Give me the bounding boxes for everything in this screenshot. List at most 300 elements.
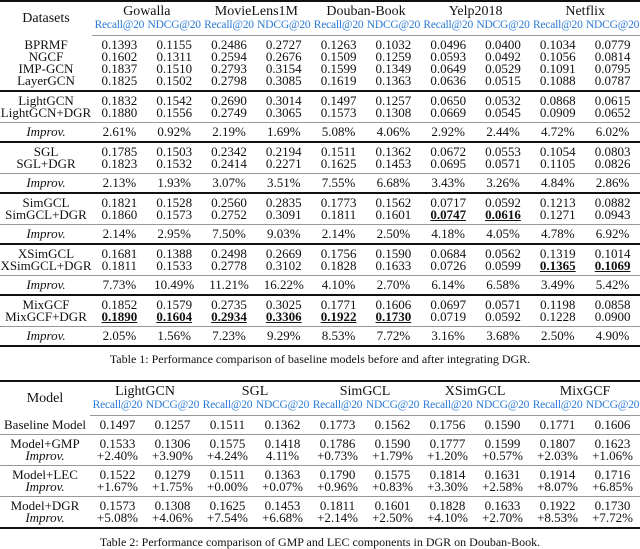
row-label: Improv. xyxy=(0,225,92,245)
value-cell: +1.20% xyxy=(427,448,468,463)
value-cell: 0.1511 xyxy=(209,417,246,432)
value-cell: 0.1532 xyxy=(156,156,193,171)
row-label: SimGCL+DGR xyxy=(5,207,87,222)
value-cell: 0.1777 xyxy=(420,435,475,451)
table-row xyxy=(0,75,640,91)
dataset-header: SimGCL xyxy=(339,384,391,399)
value-cell: 0.0726 xyxy=(430,258,467,273)
value-cell: 0.1716 xyxy=(585,466,640,482)
value-cell: 0.1832 xyxy=(92,91,147,107)
value-cell: 0.2727 xyxy=(265,37,302,52)
value-cell: 0.2735 xyxy=(202,295,257,311)
value-cell: 0.0803 xyxy=(585,142,640,158)
value-cell: 0.1631 xyxy=(475,466,530,482)
table-row xyxy=(0,260,640,276)
value-cell: 0.1056 xyxy=(539,49,576,64)
corner-header: Model xyxy=(26,390,64,406)
value-cell: 0.0795 xyxy=(594,61,631,76)
improvement-row xyxy=(0,225,640,245)
value-cell: 0.1362 xyxy=(264,417,301,432)
value-cell: 0.1279 xyxy=(145,466,200,482)
improvement-cell: 4.78% xyxy=(530,225,585,245)
value-cell: 0.1860 xyxy=(101,207,138,222)
table-row xyxy=(0,481,640,497)
improvement-cell: 4.10% xyxy=(311,276,366,296)
improvement-cell: 6.92% xyxy=(585,225,640,245)
dataset-header: Douban-Book xyxy=(326,4,406,19)
value-cell: 0.2560 xyxy=(202,193,257,209)
improvement-cell: 2.14% xyxy=(311,225,366,245)
value-cell: 0.1511 xyxy=(200,466,255,482)
metric-header: Recall@20 xyxy=(420,399,475,416)
value-cell: 0.0684 xyxy=(421,244,476,260)
value-cell: 0.2486 xyxy=(211,37,247,52)
value-cell: 0.1606 xyxy=(594,417,631,432)
value-cell: 0.2342 xyxy=(202,142,257,158)
value-cell: +2.58% xyxy=(482,479,523,494)
value-cell: 0.1453 xyxy=(255,497,310,513)
value-cell: 0.1054 xyxy=(530,142,585,158)
value-cell: 0.0562 xyxy=(476,244,531,260)
value-cell: +1.06% xyxy=(592,448,634,463)
value-cell: 0.2752 xyxy=(211,207,247,222)
metric-header: Recall@20 xyxy=(200,399,255,416)
value-cell: 0.1837 xyxy=(101,61,138,76)
value-cell: 0.1556 xyxy=(156,105,193,120)
value-cell: 0.1562 xyxy=(374,417,411,432)
value-cell: 0.0571 xyxy=(485,156,521,171)
value-cell: 0.0787 xyxy=(594,73,631,88)
row-label: SGL+DGR xyxy=(16,156,76,171)
table-row xyxy=(0,497,640,513)
value-cell: 0.1681 xyxy=(92,244,147,260)
value-cell: 0.1259 xyxy=(375,49,412,64)
improvement-cell: 5.42% xyxy=(585,276,640,296)
improvement-cell: 3.26% xyxy=(476,174,531,194)
value-cell: 0.1619 xyxy=(320,73,357,88)
value-cell: 0.1606 xyxy=(366,295,421,311)
value-cell: 0.0599 xyxy=(485,258,521,273)
value-cell: 0.1503 xyxy=(147,142,202,158)
value-cell: +0.96% xyxy=(317,479,358,494)
value-cell: +4.06% xyxy=(152,510,193,525)
value-cell: 0.1786 xyxy=(310,435,365,451)
value-cell: 0.2793 xyxy=(211,61,247,76)
value-cell: 0.1263 xyxy=(320,37,357,52)
dataset-header: Gowalla xyxy=(123,4,171,19)
value-cell: 0.1453 xyxy=(375,156,412,171)
metric-header: Recall@20 xyxy=(530,19,585,36)
value-cell: 0.1573 xyxy=(320,105,357,120)
value-cell: 0.1363 xyxy=(255,466,310,482)
table-row xyxy=(0,416,640,435)
improvement-row xyxy=(0,123,640,143)
value-cell xyxy=(530,260,585,276)
value-cell: 0.1088 xyxy=(539,73,576,88)
value-cell: +6.85% xyxy=(592,479,634,494)
row-label: MixGCF+DGR xyxy=(5,309,87,324)
row-label: Model+LEC xyxy=(0,466,90,482)
value-cell: 0.1771 xyxy=(539,417,576,432)
improvement-cell: 2.14% xyxy=(92,225,147,245)
value-cell: 0.0492 xyxy=(485,49,521,64)
value-cell: 0.0532 xyxy=(476,91,531,107)
value-cell: +0.83% xyxy=(372,479,413,494)
row-label: LightGCN xyxy=(0,91,92,107)
metric-header: Recall@20 xyxy=(202,19,257,36)
best-value: 0.1890 xyxy=(101,309,138,324)
improvement-cell: 3.68% xyxy=(476,327,531,347)
improvement-cell: 3.07% xyxy=(202,174,257,194)
value-cell: 0.1756 xyxy=(311,244,366,260)
improvement-cell: 10.49% xyxy=(147,276,202,296)
value-cell: 0.1828 xyxy=(320,258,357,273)
value-cell: +0.73% xyxy=(317,448,358,463)
value-cell: 0.0652 xyxy=(594,105,631,120)
value-cell: +7.54% xyxy=(207,510,248,525)
value-cell: 0.1590 xyxy=(365,435,420,451)
value-cell: 0.1014 xyxy=(585,244,640,260)
improvement-cell: 1.56% xyxy=(147,327,202,347)
table-row xyxy=(0,311,640,327)
improvement-cell: 3.51% xyxy=(256,174,311,194)
metric-header: NDCG@20 xyxy=(255,399,310,416)
value-cell: 0.2690 xyxy=(202,91,257,107)
value-cell: 0.1575 xyxy=(200,435,255,451)
improvement-cell: 2.70% xyxy=(366,276,421,296)
value-cell: 0.1257 xyxy=(366,91,421,107)
value-cell: 0.0545 xyxy=(485,105,521,120)
metric-header: Recall@20 xyxy=(530,399,585,416)
metric-header: NDCG@20 xyxy=(365,399,420,416)
value-cell: 0.1785 xyxy=(92,142,147,158)
improvement-row xyxy=(0,174,640,194)
value-cell: 0.1155 xyxy=(156,37,192,52)
value-cell: 0.1562 xyxy=(366,193,421,209)
value-cell: 0.1319 xyxy=(530,244,585,260)
value-cell: 0.1601 xyxy=(375,207,412,222)
value-cell: 0.0814 xyxy=(594,49,631,64)
value-cell: +2.14% xyxy=(317,510,358,525)
value-cell: 0.2749 xyxy=(211,105,247,120)
value-cell: 0.1349 xyxy=(375,61,412,76)
row-label: IMP-GCN xyxy=(18,61,74,76)
table-row xyxy=(0,107,640,123)
value-cell: 0.0909 xyxy=(539,105,576,120)
value-cell: 4.11% xyxy=(265,448,300,463)
improvement-cell: 0.92% xyxy=(147,123,202,143)
metric-header: NDCG@20 xyxy=(476,19,531,36)
value-cell: +2.70% xyxy=(482,510,523,525)
best-value: 0.1604 xyxy=(156,309,193,324)
value-cell: 0.0717 xyxy=(421,193,476,209)
value-cell: 0.1602 xyxy=(101,49,138,64)
improvement-cell: 2.92% xyxy=(421,123,476,143)
value-cell: +8.07% xyxy=(537,479,578,494)
value-cell: 0.0636 xyxy=(430,73,467,88)
value-cell: +3.30% xyxy=(427,479,468,494)
value-cell xyxy=(311,311,366,327)
value-cell: 0.3025 xyxy=(256,295,311,311)
improvement-cell: 6.58% xyxy=(476,276,531,296)
improvement-cell: 7.55% xyxy=(311,174,366,194)
value-cell: 0.1511 xyxy=(311,142,366,158)
row-label: Improv. xyxy=(25,479,65,494)
value-cell: 0.0943 xyxy=(594,207,631,222)
improvement-cell: 7.73% xyxy=(92,276,147,296)
improvement-cell: 5.08% xyxy=(311,123,366,143)
value-cell: 0.3102 xyxy=(265,258,302,273)
table-row xyxy=(0,512,640,528)
row-label: Improv. xyxy=(25,510,65,525)
value-cell: +0.00% xyxy=(207,479,248,494)
value-cell: 0.1257 xyxy=(154,417,191,432)
metric-header: NDCG@20 xyxy=(147,19,202,36)
best-value: 0.1069 xyxy=(594,258,631,273)
improvement-cell: 7.72% xyxy=(366,327,421,347)
value-cell xyxy=(476,209,531,225)
value-cell: +8.53% xyxy=(537,510,578,525)
value-cell: 0.0496 xyxy=(430,37,467,52)
value-cell: 0.1105 xyxy=(540,156,576,171)
value-cell: 0.1814 xyxy=(420,466,475,482)
improvement-cell: 7.23% xyxy=(202,327,257,347)
value-cell: 0.0695 xyxy=(430,156,467,171)
row-label: Improv. xyxy=(0,327,92,347)
metric-header: NDCG@20 xyxy=(475,399,530,416)
value-cell: 0.1771 xyxy=(311,295,366,311)
row-label: LayerGCN xyxy=(17,73,75,88)
value-cell: 0.1773 xyxy=(319,417,356,432)
row-label: Improv. xyxy=(0,123,92,143)
value-cell: 0.0697 xyxy=(421,295,476,311)
value-cell: 0.1623 xyxy=(585,435,640,451)
value-cell: 0.2594 xyxy=(211,49,247,64)
row-label: XSimGCL+DGR xyxy=(0,258,92,273)
improvement-cell: 2.44% xyxy=(476,123,531,143)
value-cell: 0.1311 xyxy=(156,49,192,64)
value-cell: 0.1393 xyxy=(101,37,138,52)
value-cell: 0.0553 xyxy=(476,142,531,158)
value-cell: +4.10% xyxy=(427,510,468,525)
value-cell: 0.0650 xyxy=(421,91,476,107)
value-cell: 0.1528 xyxy=(147,193,202,209)
value-cell: 0.1590 xyxy=(484,417,521,432)
improvement-cell: 1.69% xyxy=(256,123,311,143)
metric-header: NDCG@20 xyxy=(145,399,200,416)
value-cell: 0.1625 xyxy=(200,497,255,513)
improvement-cell: 9.29% xyxy=(256,327,311,347)
value-cell: 0.1880 xyxy=(101,105,138,120)
improvement-cell: 6.68% xyxy=(366,174,421,194)
value-cell: 0.1811 xyxy=(310,497,365,513)
table-2-component-ablation xyxy=(0,380,640,529)
value-cell: 0.1825 xyxy=(101,73,138,88)
value-cell: 0.1633 xyxy=(475,497,530,513)
metric-header: NDCG@20 xyxy=(585,399,640,416)
improvement-cell: 6.14% xyxy=(421,276,476,296)
value-cell: 0.3065 xyxy=(265,105,302,120)
value-cell: 0.1633 xyxy=(375,258,412,273)
best-value: 0.0616 xyxy=(485,207,521,222)
improvement-cell: 2.05% xyxy=(92,327,147,347)
improvement-cell: 2.61% xyxy=(92,123,147,143)
improvement-cell: 2.50% xyxy=(530,327,585,347)
value-cell: +4.24% xyxy=(207,448,248,463)
value-cell xyxy=(366,311,421,327)
value-cell: 0.0529 xyxy=(485,61,521,76)
value-cell: 0.1362 xyxy=(366,142,421,158)
dataset-header: XSimGCL xyxy=(444,384,506,399)
improvement-cell: 8.53% xyxy=(311,327,366,347)
value-cell: 0.0779 xyxy=(594,37,631,52)
value-cell: 0.1823 xyxy=(101,156,138,171)
value-cell: 0.0515 xyxy=(485,73,521,88)
value-cell: 0.1811 xyxy=(320,207,357,222)
value-cell: 0.1730 xyxy=(585,497,640,513)
value-cell: 0.0882 xyxy=(585,193,640,209)
value-cell: 0.1542 xyxy=(147,91,202,107)
value-cell: 0.0615 xyxy=(585,91,640,107)
value-cell: +7.72% xyxy=(592,510,634,525)
value-cell: 0.1575 xyxy=(365,466,420,482)
improvement-cell: 2.13% xyxy=(92,174,147,194)
value-cell xyxy=(92,311,147,327)
best-value: 0.2934 xyxy=(211,309,247,324)
value-cell: 0.1271 xyxy=(539,207,576,222)
improvement-cell: 4.05% xyxy=(476,225,531,245)
value-cell: +2.03% xyxy=(537,448,578,463)
dataset-header: Yelp2018 xyxy=(448,4,503,19)
value-cell: 0.1522 xyxy=(90,466,145,482)
best-value: 0.1922 xyxy=(320,309,357,324)
value-cell: 0.1388 xyxy=(147,244,202,260)
row-label: Improv. xyxy=(0,276,92,296)
value-cell xyxy=(585,260,640,276)
value-cell: 0.3154 xyxy=(265,61,302,76)
improvement-cell: 3.43% xyxy=(421,174,476,194)
best-value: 0.1730 xyxy=(375,309,412,324)
improvement-cell: 16.22% xyxy=(256,276,311,296)
value-cell: +2.50% xyxy=(372,510,413,525)
value-cell: 0.0649 xyxy=(430,61,467,76)
row-label: Improv. xyxy=(25,448,65,463)
value-cell: 0.1091 xyxy=(539,61,576,76)
metric-header: NDCG@20 xyxy=(256,19,311,36)
value-cell: 0.1601 xyxy=(365,497,420,513)
dataset-header: MovieLens1M xyxy=(214,4,298,19)
improvement-cell: 4.84% xyxy=(530,174,585,194)
metric-header: Recall@20 xyxy=(92,19,147,36)
value-cell: 0.0858 xyxy=(585,295,640,311)
value-cell: 0.1852 xyxy=(92,295,147,311)
dataset-header: LightGCN xyxy=(115,384,175,399)
value-cell: 0.1773 xyxy=(311,193,366,209)
metric-header: Recall@20 xyxy=(421,19,476,36)
value-cell: 0.1533 xyxy=(156,258,193,273)
value-cell: 0.0571 xyxy=(476,295,531,311)
value-cell: 0.3091 xyxy=(265,207,302,222)
metric-header: NDCG@20 xyxy=(585,19,640,36)
best-value: 0.3306 xyxy=(265,309,302,324)
value-cell: 0.1811 xyxy=(101,258,138,273)
improvement-cell: 2.50% xyxy=(366,225,421,245)
value-cell: +1.79% xyxy=(372,448,413,463)
value-cell: 0.1828 xyxy=(420,497,475,513)
value-cell: +0.07% xyxy=(262,479,303,494)
value-cell: 0.0900 xyxy=(594,309,631,324)
row-label: BPRMF xyxy=(24,36,68,52)
value-cell: 0.1590 xyxy=(366,244,421,260)
value-cell: 0.1599 xyxy=(475,435,530,451)
value-cell: 0.1573 xyxy=(90,497,145,513)
value-cell xyxy=(147,311,202,327)
value-cell: 0.2835 xyxy=(256,193,311,209)
value-cell: 0.1625 xyxy=(320,156,357,171)
value-cell: +3.90% xyxy=(152,448,193,463)
value-cell: 0.1497 xyxy=(311,91,366,107)
value-cell: 0.1363 xyxy=(375,73,412,88)
improvement-cell: 1.93% xyxy=(147,174,202,194)
metric-header: Recall@20 xyxy=(90,399,145,416)
dataset-header: Netflix xyxy=(565,4,606,19)
metric-header: Recall@20 xyxy=(311,19,366,36)
value-cell: 0.1306 xyxy=(145,435,200,451)
value-cell: 0.1502 xyxy=(156,73,193,88)
value-cell: 0.1510 xyxy=(156,61,193,76)
value-cell: 0.1497 xyxy=(99,417,136,432)
corner-header: Datasets xyxy=(22,10,70,26)
value-cell: 0.1228 xyxy=(539,309,576,324)
value-cell: 0.1034 xyxy=(539,37,576,52)
value-cell: 0.1308 xyxy=(375,105,412,120)
improvement-cell: 4.72% xyxy=(530,123,585,143)
value-cell: 0.3014 xyxy=(256,91,311,107)
best-value: 0.0747 xyxy=(430,207,467,222)
value-cell: 0.2271 xyxy=(265,156,302,171)
row-label: NGCF xyxy=(28,49,64,64)
improvement-cell: 2.86% xyxy=(585,174,640,194)
metric-header: NDCG@20 xyxy=(366,19,421,36)
value-cell: +0.57% xyxy=(482,448,523,463)
table-2-caption: Table 2: Performance comparison of GMP and LEC components in DGR on Douban-Book. xyxy=(99,535,541,549)
value-cell: 0.1807 xyxy=(530,435,585,451)
value-cell: 0.1821 xyxy=(92,193,147,209)
value-cell: 0.1573 xyxy=(156,207,193,222)
improvement-row xyxy=(0,327,640,347)
value-cell xyxy=(421,209,476,225)
value-cell xyxy=(256,311,311,327)
value-cell: 0.1922 xyxy=(530,497,585,513)
value-cell: 0.1308 xyxy=(145,497,200,513)
value-cell xyxy=(202,311,257,327)
value-cell: 0.1599 xyxy=(320,61,357,76)
value-cell: 0.2669 xyxy=(256,244,311,260)
value-cell: 0.1032 xyxy=(375,37,412,52)
table-1-caption: Table 1: Performance comparison of baseline models before and after integrating DGR. xyxy=(109,352,531,366)
row-label: Model+GMP xyxy=(0,435,90,451)
improvement-cell: 2.19% xyxy=(202,123,257,143)
table-row xyxy=(0,158,640,174)
value-cell: 0.0672 xyxy=(421,142,476,158)
improvement-cell: 4.06% xyxy=(366,123,421,143)
value-cell: +1.67% xyxy=(97,479,138,494)
improvement-cell: 4.90% xyxy=(585,327,640,347)
value-cell: 0.1509 xyxy=(320,49,357,64)
value-cell: +5.08% xyxy=(97,510,138,525)
value-cell: 0.0669 xyxy=(430,105,467,120)
value-cell: 0.1914 xyxy=(530,466,585,482)
